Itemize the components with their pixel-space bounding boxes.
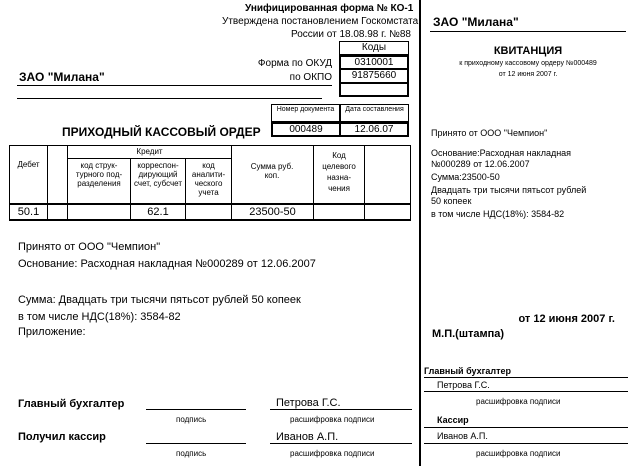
codes-header: Коды (339, 41, 409, 55)
receipt-chief-accountant-name-line (424, 391, 628, 392)
sum-in-words: Сумма: Двадцать три тысячи пятьсот рублей 50 копеек (18, 294, 301, 306)
receipt-title: КВИТАНЦИЯ (493, 45, 563, 57)
receipt-chief-accountant-line (424, 377, 628, 378)
receipt-received-from: Принято от ООО "Чемпион" (431, 128, 548, 138)
doc-number-label: Номер документа (271, 104, 340, 122)
receipt-decoding-caption-2: расшифровка подписи (476, 449, 561, 458)
okpo-label: по ОКПО (289, 72, 332, 83)
receipt-cashier-line (424, 427, 628, 428)
receipt-subtitle-line-2: от 12 июня 2007 г. (498, 71, 558, 78)
col-credit: Кредит (136, 147, 163, 156)
col-sum: Сумма руб. коп. (250, 162, 294, 180)
basis: Основание: Расходная накладная №000289 от 12.06.2007 (18, 258, 316, 270)
decoding-caption-2: расшифровка подписи (290, 449, 375, 458)
receipt-basis-line-1: Основание:Расходная накладная (431, 148, 572, 158)
col-analytic-code: код аналити-ческого учета (191, 161, 226, 197)
okpo-code: 91875660 (339, 69, 409, 83)
receipt-cashier-name: Иванов А.П. (437, 431, 488, 441)
receipt-sum-words-line-1: Двадцать три тысячи пятьсот рублей (431, 185, 587, 195)
doc-number-value: 000489 (271, 122, 340, 137)
okud-label: Форма по ОКУД (257, 58, 332, 69)
receipt-organization-name: ЗАО "Милана" (433, 15, 519, 29)
doc-date-value: 12.06.07 (340, 122, 409, 137)
col-corresponding-account: корреспон-дирующий счет, субсчет (134, 161, 182, 188)
receipt-organization-underline (430, 31, 626, 32)
receipt-basis-line-2: №000289 от 12.06.2007 (431, 159, 530, 169)
cashier-label: Получил кассир (18, 431, 106, 443)
order-title: ПРИХОДНЫЙ КАССОВЫЙ ОРДЕР (62, 125, 261, 139)
received-from: Принято от ООО "Чемпион" (18, 241, 161, 253)
decoding-caption-1: расшифровка подписи (290, 415, 375, 424)
receipt-decoding-caption-1: расшифровка подписи (476, 397, 561, 406)
receipt-stamp-label: М.П.(штампа) (432, 328, 505, 340)
chief-accountant-label: Главный бухгалтер (18, 398, 125, 410)
department-underline (17, 98, 322, 99)
receipt-cashier-name-line (424, 443, 628, 444)
okud-code: 0310001 (339, 55, 409, 69)
cashier-decoding-line (270, 443, 412, 444)
row-debit: 50.1 (17, 206, 40, 218)
signature-caption-1: подпись (176, 415, 207, 424)
col-structural-unit: код струк-турного под-разделения (75, 161, 123, 188)
form-title: Унифицированная форма № КО-1 (245, 3, 414, 14)
cut-line-divider (419, 0, 421, 466)
receipt-chief-accountant-name: Петрова Г.С. (437, 380, 490, 390)
empty-code-cell (339, 83, 409, 97)
approval-line-1: Утверждена постановлением Госкомстата (222, 16, 419, 27)
receipt-date: от 12 июня 2007 г. (518, 313, 615, 325)
chief-accountant-decoding-line (270, 409, 412, 410)
col-debit: Дебет (17, 160, 40, 169)
receipt-sum-words-line-2: 50 копеек (431, 196, 472, 206)
attachment-label: Приложение: (18, 326, 86, 338)
chief-accountant-signature-line (146, 409, 246, 410)
row-corresponding-account: 62.1 (147, 206, 169, 218)
receipt-sum: Сумма:23500-50 (431, 172, 500, 182)
col-purpose-code: Код целевого назна-чения (322, 151, 356, 193)
chief-accountant-name: Петрова Г.С. (276, 397, 341, 409)
doc-date-label: Дата составления (340, 104, 409, 122)
receipt-vat: в том числе НДС(18%): 3584-82 (431, 209, 565, 219)
organization-underline (17, 85, 332, 86)
cashier-signature-line (146, 443, 246, 444)
receipt-cashier-label: Кассир (437, 415, 469, 425)
signature-caption-2: подпись (176, 449, 207, 458)
cashier-name: Иванов А.П. (276, 431, 339, 443)
row-sum: 23500-50 (249, 206, 296, 218)
vat-amount: в том числе НДС(18%): 3584-82 (18, 311, 181, 323)
receipt-subtitle-line-1: к приходному кассовому ордеру №000489 (459, 60, 597, 67)
approval-line-2: России от 18.08.98 г. №88 (291, 29, 411, 40)
receipt-chief-accountant-label: Главный бухгалтер (424, 366, 512, 376)
organization-name: ЗАО "Милана" (19, 70, 105, 84)
